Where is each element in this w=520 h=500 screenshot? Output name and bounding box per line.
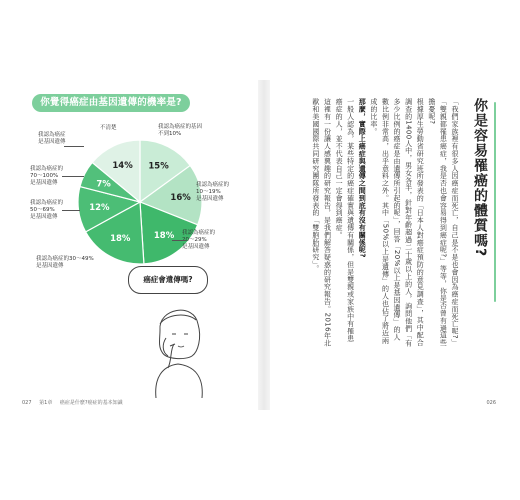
paragraph: 「我們家族裡有很多人因癌症而死亡，自己是不是也會因為癌症而死亡呢?」「雙親都罹患癌症，我是否也會容易得到癌症呢?」等等，你是否曾有過這些擔憂呢? <box>427 98 459 347</box>
right-page-number: 026 <box>486 400 496 406</box>
paragraph: 那麼，實際上癌症與遺傳之間到底有沒有關係呢? <box>358 98 367 258</box>
pie-slice-label: 18% <box>153 231 175 242</box>
pie-slice-label: 16% <box>170 192 191 203</box>
body-text <box>270 98 460 348</box>
pie-slice-label: 12% <box>89 203 110 214</box>
left-footer <box>22 399 129 406</box>
chapter-label: 第1章 <box>39 400 53 406</box>
pie-slice-label: 14% <box>112 160 133 171</box>
woman-illustration <box>132 294 222 398</box>
right-footer <box>486 400 502 406</box>
callout-all: 我認為癌症 是基因遺傳 <box>38 132 66 145</box>
callout-10-19: 我認為癌症的 10～19% 是基因遺傳 <box>196 182 230 202</box>
chapter-title: 癌症是什麼?癌症的基本知識 <box>59 400 123 406</box>
left-page-number: 027 <box>22 400 32 406</box>
callout-20-29: 我認為癌症的 20～29% 是基因遺傳 <box>182 230 216 250</box>
leader-line <box>64 146 84 147</box>
callout-50-69: 我認為癌症的 50～69% 是基因遺傳 <box>30 200 64 220</box>
paragraph: 一般人認為，某些特定的癌症確實與遺傳有關係，但是雙親或家族中有罹患癌症的人，並不代表自己一定會得到癌症。 <box>335 98 355 343</box>
pie-slice-label: 18% <box>110 233 131 244</box>
book-spread <box>22 80 502 410</box>
paragraph: 根據厚生勞動省研究班所發表的「日本人對癌症預防的意見調查」，其中配合調查的1400人中，男女各半，針對年齡超過二十歲以上的人，詢問他們「有多少比例的癌症是由遺傳所引起的呢」，回答「20%以上是基因遺傳」的人數比例非常高，出乎意料之外。其中「50%以上是遺傳」的人也佔了將近兩成的比率。 <box>369 98 425 347</box>
leader-line <box>62 176 84 177</box>
section-heading: 你是容易罹癌的體質嗎? <box>472 98 488 258</box>
callout-30-49: 我認為癌症的30～49% 是基因遺傳 <box>36 256 94 269</box>
chart-title: 你覺得癌症由基因遺傳的機率是? <box>32 94 190 112</box>
leader-line <box>62 210 80 211</box>
pie-slice-label: 15% <box>148 161 169 172</box>
callout-70-100: 我認為癌症的 70～100% 是基因遺傳 <box>30 166 64 186</box>
callout-not-sure: 不清楚 <box>100 125 117 131</box>
book-gutter <box>258 80 270 410</box>
leader-line <box>172 240 186 241</box>
pie-slice-label: 7% <box>96 179 111 190</box>
heading-accent-bar <box>494 102 497 302</box>
paragraph: 這裡有一份讓人感興趣的研究報告，是我們解答疑惑的研究報告。2016年北歐和美國國際共同研究團隊所發表的「雙胞胎研究」。 <box>311 98 332 347</box>
right-page <box>270 80 502 410</box>
callout-under10: 我認為癌症的基因 不到10% <box>158 124 203 137</box>
speech-bubble: 癌症會遺傳嗎? <box>128 266 208 294</box>
left-page <box>22 80 258 410</box>
